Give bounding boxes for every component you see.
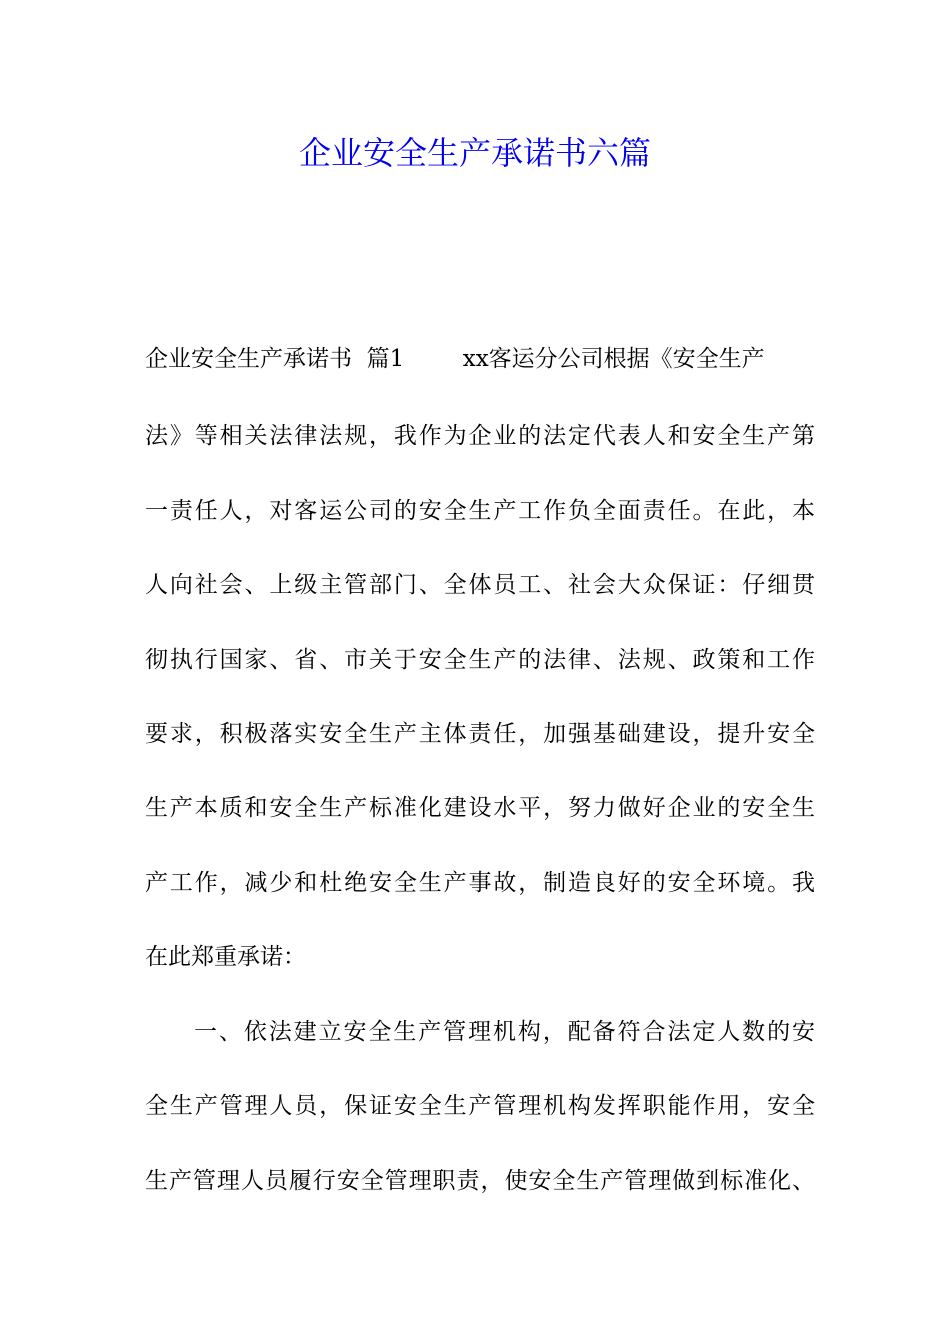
paragraph-line: 在此郑重承诺： [145,944,306,970]
paragraph-line: 一、依法建立安全生产管理机构，配备符合法定人数的安 [194,1019,815,1045]
paragraph-line: 彻执行国家、省、市关于安全生产的法律、法规、政策和工作 [145,647,815,673]
paragraph-line: 法》等相关法律法规，我作为企业的法定代表人和安全生产第 [145,423,815,449]
document-title: 企业安全生产承诺书六篇 [298,134,651,172]
paragraph-line: 企业安全生产承诺书 篇1 xx客运分公司根据《安全生产 [145,346,765,372]
paragraph-line: 生产管理人员履行安全管理职责，使安全生产管理做到标准化、 [145,1168,815,1194]
paragraph-line: 人向社会、上级主管部门、全体员工、社会大众保证：仔细贯 [145,572,815,598]
paragraph-line: 产工作，减少和杜绝安全生产事故，制造良好的安全环境。我 [145,870,815,896]
paragraph-line: 一责任人，对客运公司的安全生产工作负全面责任。在此，本 [145,498,815,524]
paragraph-line: 生产本质和安全生产标准化建设水平，努力做好企业的安全生 [145,795,815,821]
paragraph-line: 全生产管理人员，保证安全生产管理机构发挥职能作用，安全 [145,1093,815,1119]
paragraph-line: 要求，积极落实安全生产主体责任，加强基础建设，提升安全 [145,721,815,747]
